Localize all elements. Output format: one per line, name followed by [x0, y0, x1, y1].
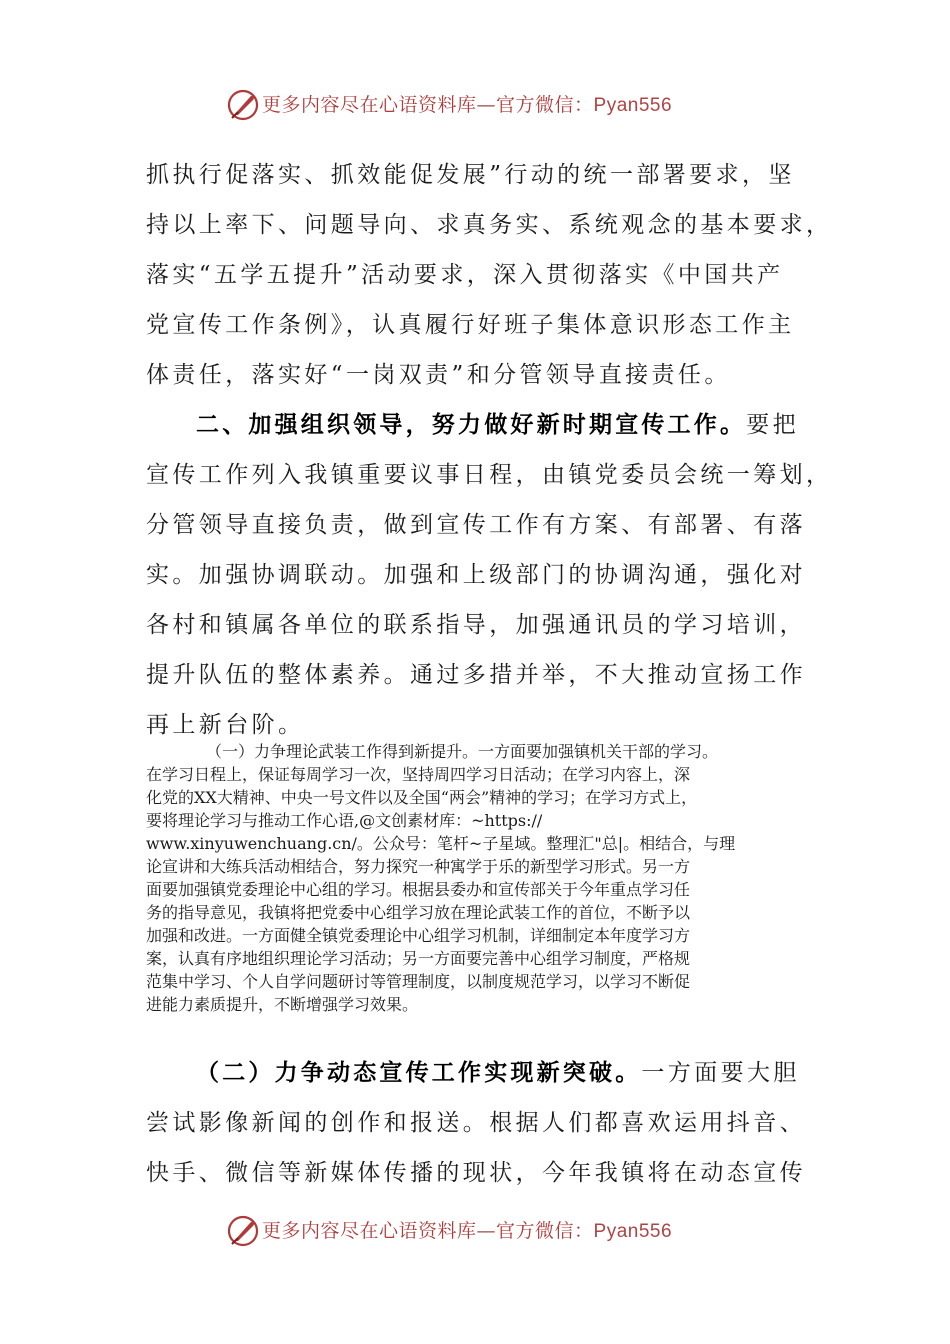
paragraph1-line: 抓执行促落实、抓效能促发展”行动的统一部署要求，坚	[146, 162, 795, 188]
banner-wechat-id: Pyan556	[593, 1221, 673, 1242]
banner-slogan: 更多内容尽在心语资料库	[262, 94, 477, 116]
banner-separator: —	[476, 94, 497, 116]
small-paragraph-line: 在学习日程上，保证每周学习一次，坚持周四学习日活动；在学习内容上，深	[146, 765, 691, 784]
paragraph2-line: 各村和镇属各单位的联系指导，加强通讯员的学习培训，	[146, 612, 806, 638]
paragraph2-line: 提升队伍的整体素养。通过多措并举，不大推动宣扬工作	[146, 662, 806, 688]
paragraph1-line: 党宣传工作条例》，认真履行好班子集体意识形态工作主	[146, 312, 795, 338]
paragraph3-lead: 一方面要大胆	[641, 1060, 800, 1086]
header-banner	[0, 84, 950, 124]
paragraph3-line: 尝试影像新闻的创作和报送。根据人们都喜欢运用抖音、	[146, 1110, 806, 1136]
quill-pen-logo-icon	[226, 88, 260, 122]
banner-slogan: 更多内容尽在心语资料库	[262, 1220, 477, 1242]
paragraph1-line: 体责任，落实好“一岗双责”和分管领导直接责任。	[146, 362, 731, 388]
paragraph3-heading: （二）力争动态宣传工作实现新突破。	[196, 1060, 642, 1086]
small-paragraph-line: 务的指导意见，我镇将把党委中心组学习放在理论武装工作的首位，不断予以	[146, 903, 691, 922]
paragraph2-line: 分管领导直接负责，做到宣传工作有方案、有部署、有落	[146, 512, 806, 538]
paragraph2-lead: 要把	[746, 412, 800, 438]
small-paragraph-line: （一）力争理论武装工作得到新提升。一方面要加强镇机关干部的学习。	[206, 742, 719, 761]
small-paragraph	[146, 740, 806, 1016]
small-paragraph-line: 范集中学习、个人自学问题研讨等管理制度，以制度规范学习，以学习不断促	[146, 972, 691, 991]
banner-text	[262, 1216, 672, 1243]
banner-wechat-id: Pyan556	[593, 95, 673, 116]
banner-separator: —	[476, 1220, 497, 1242]
paragraph2-line: 再上新台阶。	[146, 712, 305, 738]
paragraph2-heading: 二、加强组织领导，努力做好新时期宣传工作。	[196, 412, 747, 438]
paragraph3-line: 快手、微信等新媒体传播的现状，今年我镇将在动态宣传	[146, 1160, 806, 1186]
paragraph1-line: 持以上率下、问题导向、求真务实、系统观念的基本要求，	[146, 212, 833, 238]
banner-official: 官方微信：	[496, 1220, 594, 1242]
small-paragraph-line: 加强和改进。一方面健全镇党委理论中心组学习机制，详细制定本年度学习方	[146, 926, 691, 945]
paragraph2-first-line	[196, 406, 799, 439]
small-paragraph-line: 要将理论学习与推动工作心语,@文创素材库：~https://	[146, 811, 543, 830]
small-paragraph-line: 论宣讲和大练兵活动相结合，努力探究一种寓学于乐的新型学习形式。另一方	[146, 857, 691, 876]
small-paragraph-line: 化党的XX大精神、中央一号文件以及全国“两会”精神的学习；在学习方式上，	[146, 788, 698, 807]
small-paragraph-line: 面要加强镇党委理论中心组的学习。根据县委办和宣传部关于今年重点学习任	[146, 880, 691, 899]
paragraph1-line: 落实“五学五提升”活动要求，深入贯彻落实《中国共产	[146, 262, 784, 288]
footer-banner	[0, 1210, 950, 1250]
small-paragraph-line: 案，认真有序地组织理论学习活动；另一方面要完善中心组学习制度，严格规	[146, 949, 691, 968]
paragraph2-line: 实。加强协调联动。加强和上级部门的协调沟通，强化对	[146, 562, 806, 588]
quill-pen-logo-icon	[226, 1214, 260, 1248]
paragraph2-line: 宣传工作列入我镇重要议事日程，由镇党委员会统一筹划，	[146, 462, 833, 488]
small-paragraph-line: 进能力素质提升，不断增强学习效果。	[146, 995, 419, 1014]
banner-text	[262, 90, 672, 117]
small-paragraph-line: www.xinyuwenchuang.cn/。公众号：笔杆~子星域。整理汇"总|。相结合，与理	[146, 834, 736, 853]
paragraph3-first-line	[196, 1054, 800, 1087]
banner-official: 官方微信：	[496, 94, 594, 116]
